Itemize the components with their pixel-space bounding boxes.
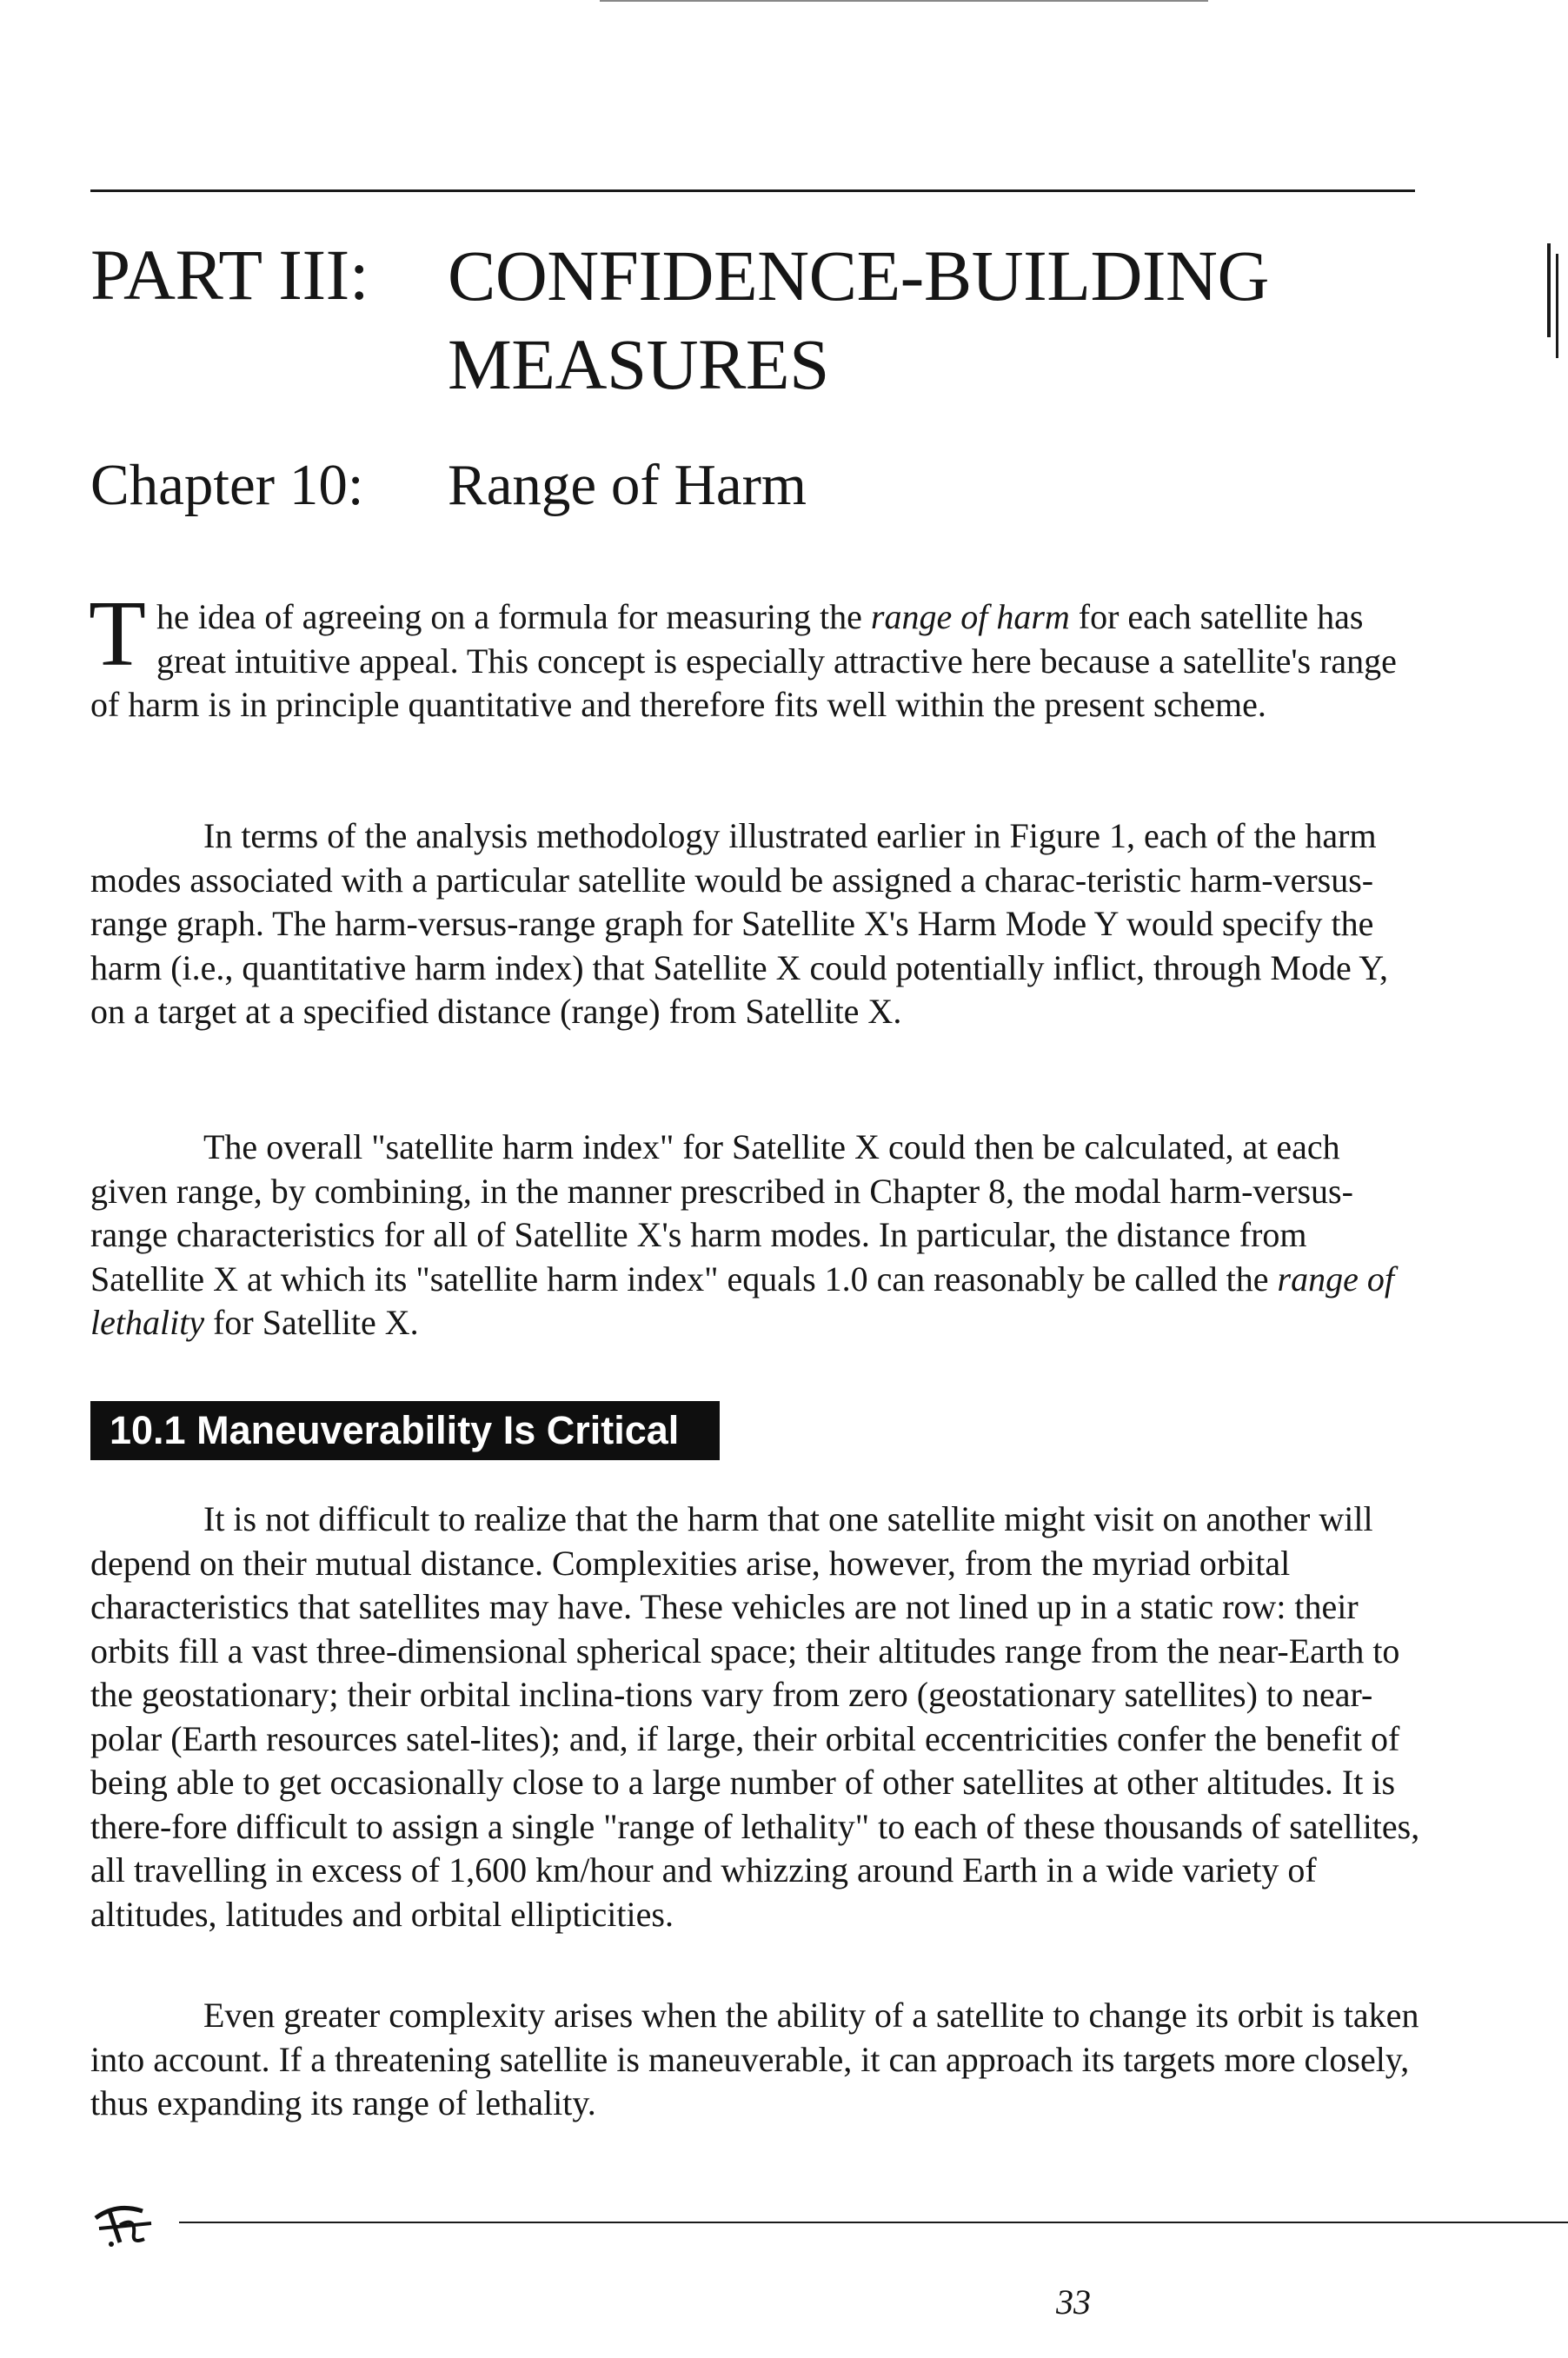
scan-edge-mark [1547,243,1551,337]
paragraph-5-text: Even greater complexity arises when the ability of a satellite to change its orbit is taken into account. If a threatening satellite is maneuverable, it can approach its targets more closely, thus expanding its range of lethality. [90,1996,1419,2122]
paragraph-3-text-b: for Satellite X. [204,1303,419,1342]
header-rule [90,189,1415,192]
publisher-emblem-icon [90,2199,160,2248]
paragraph-3-text-a: The overall "satellite harm index" for Satellite X could then be calculated, at each given range, by combining, in the manner prescribed in Chapter 8, the modal harm-versus-range characteristics for all of Satellite X's harm modes. In particular, the distance from Satellite X at which its "satellite harm index" equals 1.0 can reasonably be called the [90,1127,1353,1299]
footer-rule [179,2222,1568,2223]
page-number: 33 [1056,2282,1091,2321]
drop-cap: T [89,582,146,686]
scan-artifact-line [600,0,1208,2]
intro-text-b: for each satellite has great intuitive appeal. This concept is especially attractive here because a satellite's range of harm is in principle quantitative and therefore fits well within the present scheme. [90,597,1397,724]
intro-paragraph [89,582,1422,727]
chapter-label: Chapter 10: [90,453,364,517]
paragraph-harm-index [90,1126,1422,1345]
scan-edge-mark-2 [1556,254,1558,358]
term-range-of-lethality: range of lethality [90,1259,1394,1342]
section-heading: 10.1 Maneuverability Is Critical [90,1401,720,1460]
paragraph-4-text: It is not difficult to realize that the harm that one satellite might visit on another will depend on their mutual distance. Complexities arise, however, from the myriad orbital characteristics that satellites may have. These vehicles are not lined up in a static row: their orbits fill a vast three-dimensional spherical space; their altitudes range from the near-Earth to the geostationary; their orbital inclina-tions vary from zero (geostationary satellites) to near-polar (Earth resources satel-lites); and, if large, their orbital eccentricities confer the benefit of being able to get occasionally close to a large number of other satellites at other altitudes. It is there-fore difficult to assign a single "range of lethality" to each of these thousands of satellites, all travelling in excess of 1,600 km/hour and whizzing around Earth in a wide variety of altitudes, latitudes and orbital ellipticities. [90,1499,1420,1934]
paragraph-orbital-complexity [90,1498,1422,1936]
chapter-title: Range of Harm [448,453,807,517]
paragraph-maneuverability [90,1994,1422,2126]
part-title: CONFIDENCE-BUILDING MEASURES [448,236,1269,404]
intro-text-a: he idea of agreeing on a formula for measuring the [156,597,871,636]
paragraph-2-text: In terms of the analysis methodology illustrated earlier in Figure 1, each of the harm modes associated with a particular satellite would be assigned a charac-teristic harm-versus-range graph. The harm-versus-range graph for Satellite X's Harm Mode Y would specify the harm (i.e., quantitative harm index) that Satellite X could potentially inflict, through Mode Y, on a target at a specified distance (range) from Satellite X. [90,816,1388,1031]
part-label: PART III: [90,235,369,315]
term-range-of-harm: range of harm [870,597,1070,636]
paragraph-harm-modes [90,814,1422,1034]
